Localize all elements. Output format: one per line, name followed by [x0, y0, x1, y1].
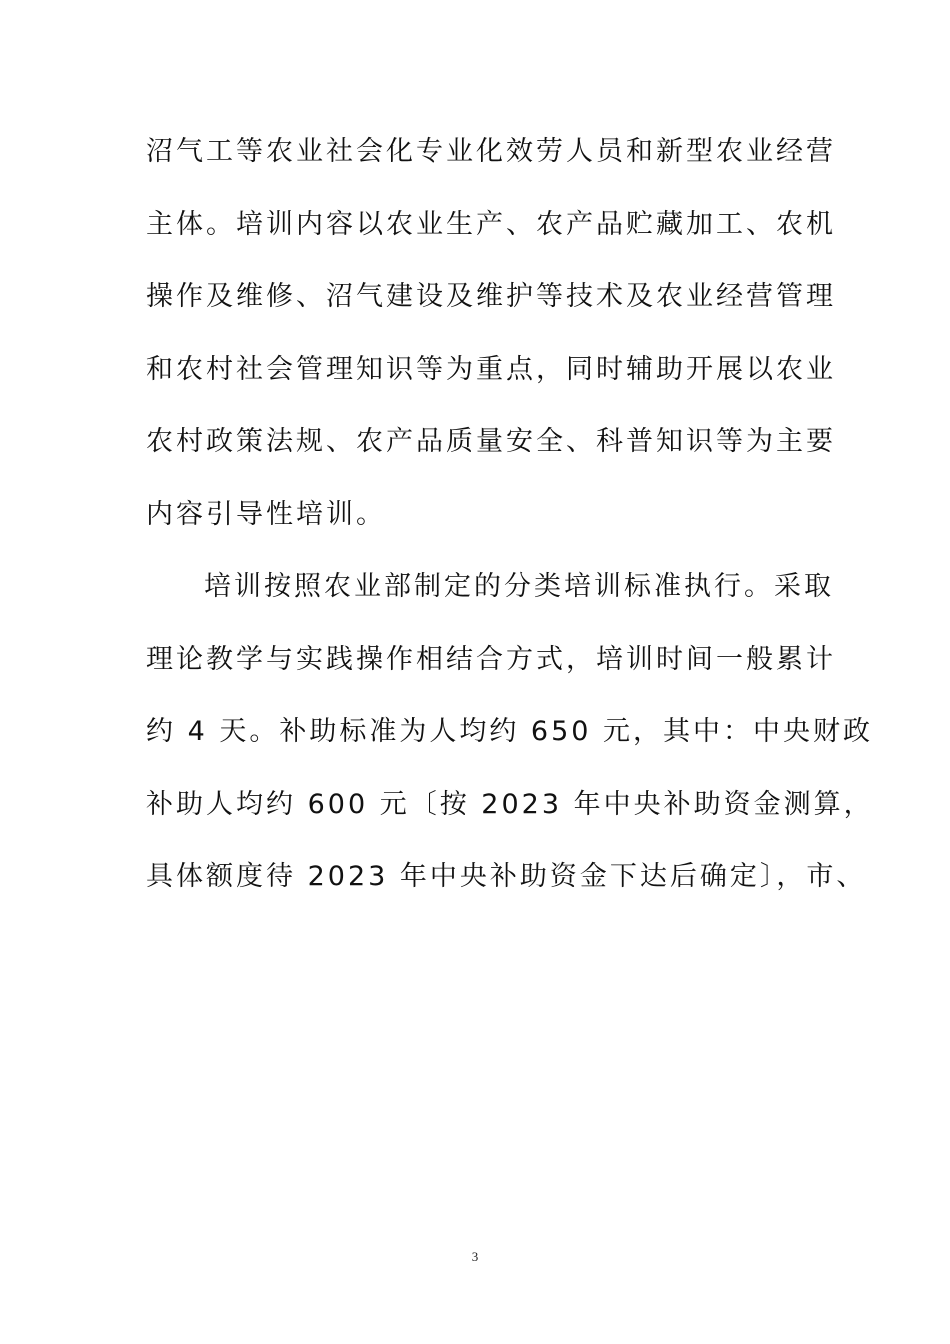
text-line-8: 理论教学与实践操作相结合方式，培训时间一般累计: [146, 643, 836, 675]
text-line-3: 操作及维修、沼气建设及维护等技术及农业经营管理: [146, 281, 836, 312]
text-line-6: 内容引导性培训。: [146, 498, 386, 530]
page-number: 3: [471, 1249, 479, 1264]
text-line-1: 沼气工等农业社会化专业化效劳人员和新型农业经营: [146, 136, 836, 167]
text-line-4: 和农村社会管理知识等为重点，同时辅助开展以农业: [146, 353, 836, 385]
body-text: [146, 122, 874, 920]
text-line-5: 农村政策法规、农产品质量安全、科普知识等为主要: [146, 426, 836, 457]
text-line-9: 约 4 天。补助标准为人均约 650 元，其中：中央财政: [146, 716, 874, 747]
text-line-2: 主体。培训内容以农业生产、农产品贮藏加工、农机: [146, 208, 836, 240]
text-line-11: 具体额度待 2023 年中央补助资金下达后确定〕，市、: [146, 861, 867, 892]
text-line-10: 补助人均约 600 元〔按 2023 年中央补助资金测算，: [146, 788, 874, 820]
text-line-7: 培训按照农业部制定的分类培训标准执行。采取: [204, 571, 834, 602]
